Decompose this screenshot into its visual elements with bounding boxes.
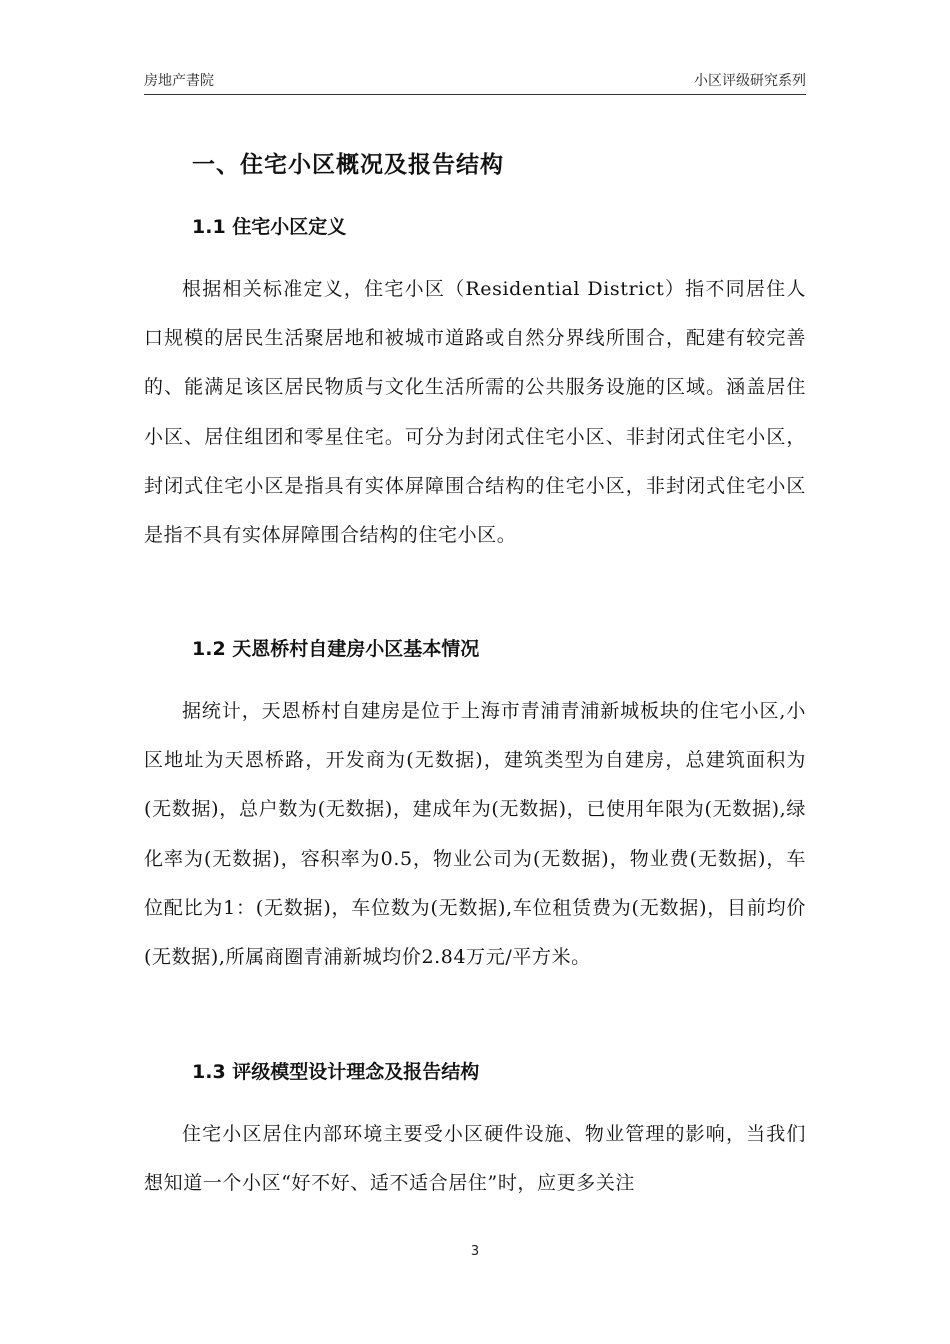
page-number: 3 [470, 1244, 480, 1259]
section-title-1-3: 1.3 评级模型设计理念及报告结构 [192, 1061, 480, 1083]
section-title-1-2: 1.2 天恩桥村自建房小区基本情况 [192, 638, 480, 660]
header-publisher: 房地产書院 [144, 73, 214, 89]
section-paragraph-1-3: 住宅小区居住内部环境主要受小区硬件设施、物业管理的影响，当我们想知道一个小区“好不好、适不适合居住”时，应更多关注 [144, 1123, 806, 1195]
header-series-title: 小区评级研究系列 [694, 73, 806, 89]
section-paragraph-1-2: 据统计，天恩桥村自建房是位于上海市青浦青浦新城板块的住宅小区,小区地址为天恩桥路，开发商为(无数据)，建筑类型为自建房，总建筑面积为(无数据)，总户数为(无数据)，建成年为(无数据)，已使用年限为(无数据),绿化率为(无数据)，容积率为0.5，物业公司为(无数据)，物业费(无数据)，车位配比为1：(无数据)，车位数为(无数据),车位租赁费为(无数据)，目前均价(无数据),所属商圈青浦新城均价2.84万元/平方米。 [144, 700, 806, 969]
section-paragraph-1-1: 根据相关标准定义，住宅小区（Residential District）指不同居住人口规模的居民生活聚居地和被城市道路或自然分界线所围合，配建有较完善的、能满足该区居民物质与文化生活所需的公共服务设施的区域。涵盖居住小区、居住组团和零星住宅。可分为封闭式住宅小区、非封闭式住宅小区，封闭式住宅小区是指具有实体屏障围合结构的住宅小区，非封闭式住宅小区是指不具有实体屏障围合结构的住宅小区。 [144, 278, 806, 547]
page-header [144, 66, 806, 95]
section-title-1-1: 1.1 住宅小区定义 [192, 216, 347, 238]
chapter-title: 一、住宅小区概况及报告结构 [192, 152, 504, 178]
